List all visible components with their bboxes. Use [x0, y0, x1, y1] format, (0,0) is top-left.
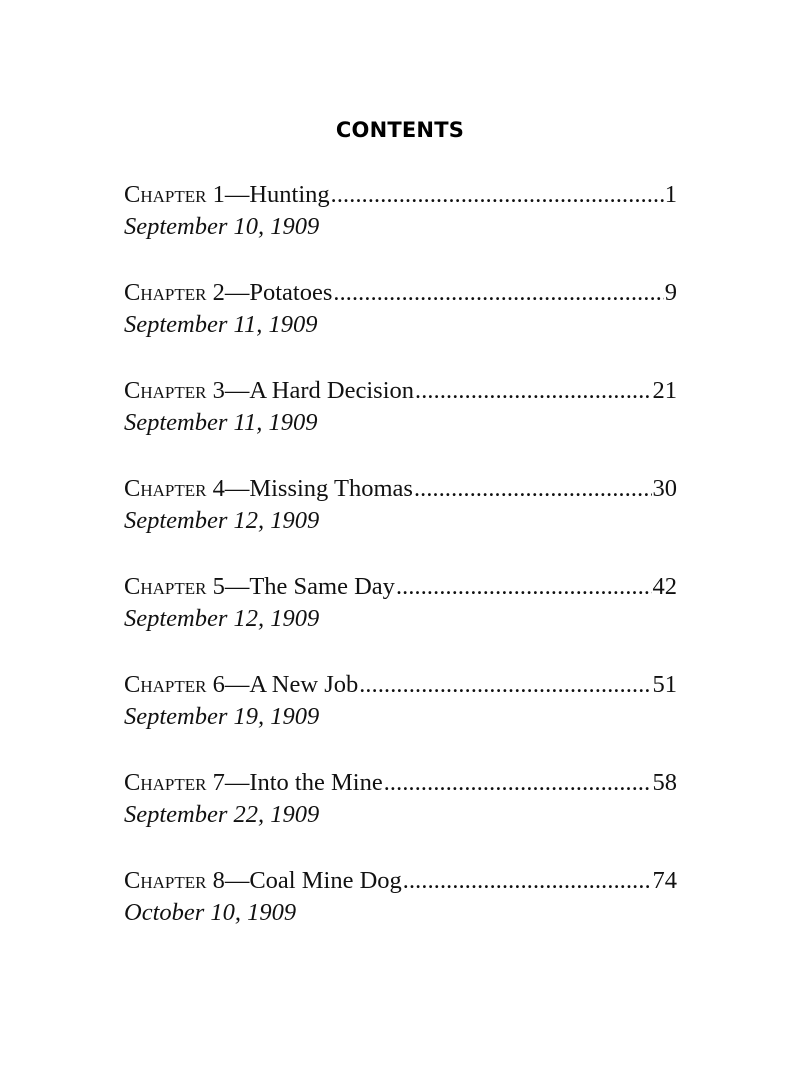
toc-entry-line: [124, 668, 677, 702]
chapter-label: Chapter: [124, 671, 207, 698]
toc-entry: [124, 570, 677, 668]
chapter-separator: —: [224, 671, 250, 698]
dot-leader: [333, 276, 663, 310]
toc-entry: [124, 472, 677, 570]
chapter-date: September 12, 1909: [124, 605, 320, 632]
page-number: 74: [652, 867, 677, 894]
chapter-date: September 19, 1909: [124, 703, 320, 730]
toc-entry: [124, 374, 677, 472]
chapter-number: 2: [212, 279, 225, 306]
toc-entry: [124, 178, 677, 276]
chapter-separator: —: [224, 377, 250, 404]
toc-entry: [124, 864, 677, 962]
chapter-separator: —: [224, 475, 250, 502]
chapter-date: October 10, 1909: [124, 899, 297, 926]
toc-entry: [124, 668, 677, 766]
chapter-title: Potatoes: [249, 279, 333, 306]
dot-leader: [396, 570, 652, 604]
toc-entry-line: [124, 178, 677, 212]
chapter-number: 4: [212, 475, 225, 502]
chapter-label: Chapter: [124, 769, 207, 796]
chapter-separator: —: [224, 573, 250, 600]
dot-leader: [403, 864, 652, 898]
chapter-label: Chapter: [124, 279, 207, 306]
chapter-date: September 10, 1909: [124, 213, 320, 240]
chapter-title: A Hard Decision: [249, 377, 415, 404]
chapter-separator: —: [224, 279, 250, 306]
page-number: 51: [652, 671, 677, 698]
chapter-title: Missing Thomas: [249, 475, 413, 502]
dot-leader: [331, 178, 664, 212]
page-number: 1: [664, 181, 677, 208]
chapter-number: 8: [212, 867, 225, 894]
toc-entry: [124, 276, 677, 374]
toc-entry-line: [124, 766, 677, 800]
toc-entry: [124, 766, 677, 864]
chapter-number: 7: [212, 769, 225, 796]
page-number: 30: [652, 475, 677, 502]
table-of-contents: [124, 178, 677, 962]
dot-leader: [359, 668, 651, 702]
chapter-label: Chapter: [124, 867, 207, 894]
contents-heading: CONTENTS: [335, 118, 465, 142]
chapter-number: 5: [212, 573, 225, 600]
chapter-title: Coal Mine Dog: [249, 867, 402, 894]
chapter-separator: —: [224, 181, 250, 208]
toc-entry-line: [124, 570, 677, 604]
chapter-separator: —: [224, 867, 250, 894]
dot-leader: [415, 374, 651, 408]
chapter-label: Chapter: [124, 181, 207, 208]
chapter-label: Chapter: [124, 377, 207, 404]
chapter-number: 6: [212, 671, 225, 698]
dot-leader: [384, 766, 652, 800]
page-number: 58: [652, 769, 677, 796]
toc-entry-line: [124, 472, 677, 506]
chapter-title: A New Job: [249, 671, 359, 698]
chapter-title: Hunting: [249, 181, 330, 208]
page-number: 42: [652, 573, 677, 600]
toc-entry-line: [124, 276, 677, 310]
chapter-date: September 11, 1909: [124, 311, 318, 338]
chapter-separator: —: [224, 769, 250, 796]
chapter-number: 3: [212, 377, 225, 404]
chapter-date: September 12, 1909: [124, 507, 320, 534]
chapter-date: September 22, 1909: [124, 801, 320, 828]
dot-leader: [414, 472, 652, 506]
chapter-label: Chapter: [124, 475, 207, 502]
chapter-number: 1: [212, 181, 225, 208]
toc-entry-line: [124, 864, 677, 898]
toc-entry-line: [124, 374, 677, 408]
chapter-label: Chapter: [124, 573, 207, 600]
page-number: 21: [652, 377, 677, 404]
chapter-date: September 11, 1909: [124, 409, 318, 436]
chapter-title: Into the Mine: [249, 769, 383, 796]
page-number: 9: [664, 279, 677, 306]
chapter-title: The Same Day: [249, 573, 395, 600]
